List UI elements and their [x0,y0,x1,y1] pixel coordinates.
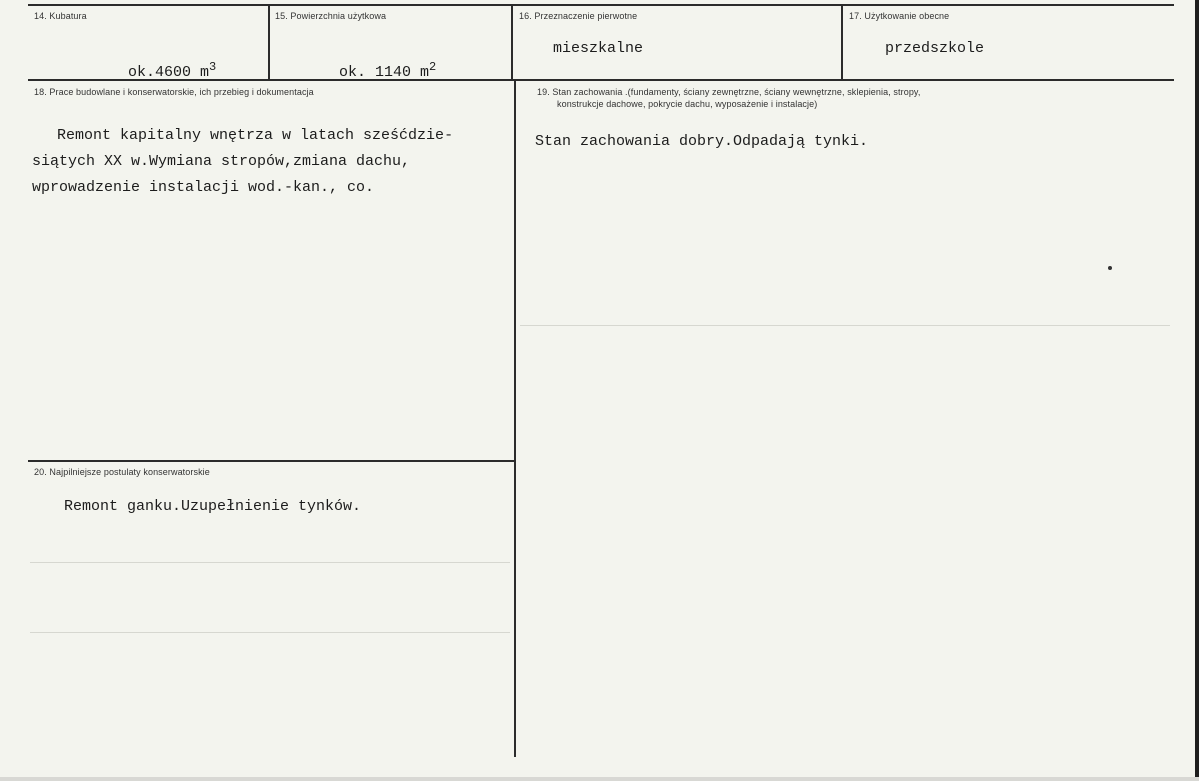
divider-18-19 [514,81,516,757]
field-15-label: 15. Powierzchnia użytkowa [275,11,387,21]
field-19-value: Stan zachowania dobry.Odpadają tynki. [535,133,869,150]
ink-speck [1108,266,1112,270]
field-15-value-text: ok. 1140 m [339,64,430,81]
field-15-value [303,30,436,110]
field-14-value-text: ok.4600 m [128,64,210,81]
field-14-label: 14. Kubatura [34,11,87,21]
scan-artifact-line [30,632,510,633]
divider-14-15 [268,4,270,80]
field-14-value [92,30,216,110]
field-18-line-1: Remont kapitalny wnętrza w latach sześćdzie- [57,127,454,144]
scan-artifact-line [30,562,510,563]
field-19-label-line-2: konstrukcje dachowe, pokrycie dachu, wyposażenie i instalacje) [557,99,818,109]
divider-16-17 [841,4,843,80]
field-20-label: 20. Najpilniejsze postulaty konserwatorskie [34,467,210,477]
top-border-line [28,4,1174,6]
field-18-line-3: wprowadzenie instalacji wod.-kan., co. [32,179,375,196]
scan-artifact-line [520,325,1170,326]
scan-edge [1195,0,1199,781]
field-16-label: 16. Przeznaczenie pierwotne [519,11,638,21]
field-15-value-sup: 2 [429,60,437,74]
divider-15-16 [511,4,513,80]
field-18-label: 18. Prace budowlane i konserwatorskie, ich przebieg i dokumentacja [34,87,314,97]
field-20-value: Remont ganku.Uzupełnienie tynków. [64,498,362,515]
field-16-value: mieszkalne [553,40,644,57]
field-19-label-line-1: 19. Stan zachowania .(fundamenty, ściany zewnętrzne, ściany wewnętrzne, sklepienia, stropy, [537,87,921,97]
field-17-label: 17. Użytkowanie obecne [849,11,950,21]
section-20-top-line [28,460,515,462]
field-18-line-2: siątych XX w.Wymiana stropów,zmiana dachu, [32,153,411,170]
field-14-value-sup: 3 [209,60,217,74]
field-17-value: przedszkole [885,40,985,57]
scan-edge-bottom [0,777,1199,781]
